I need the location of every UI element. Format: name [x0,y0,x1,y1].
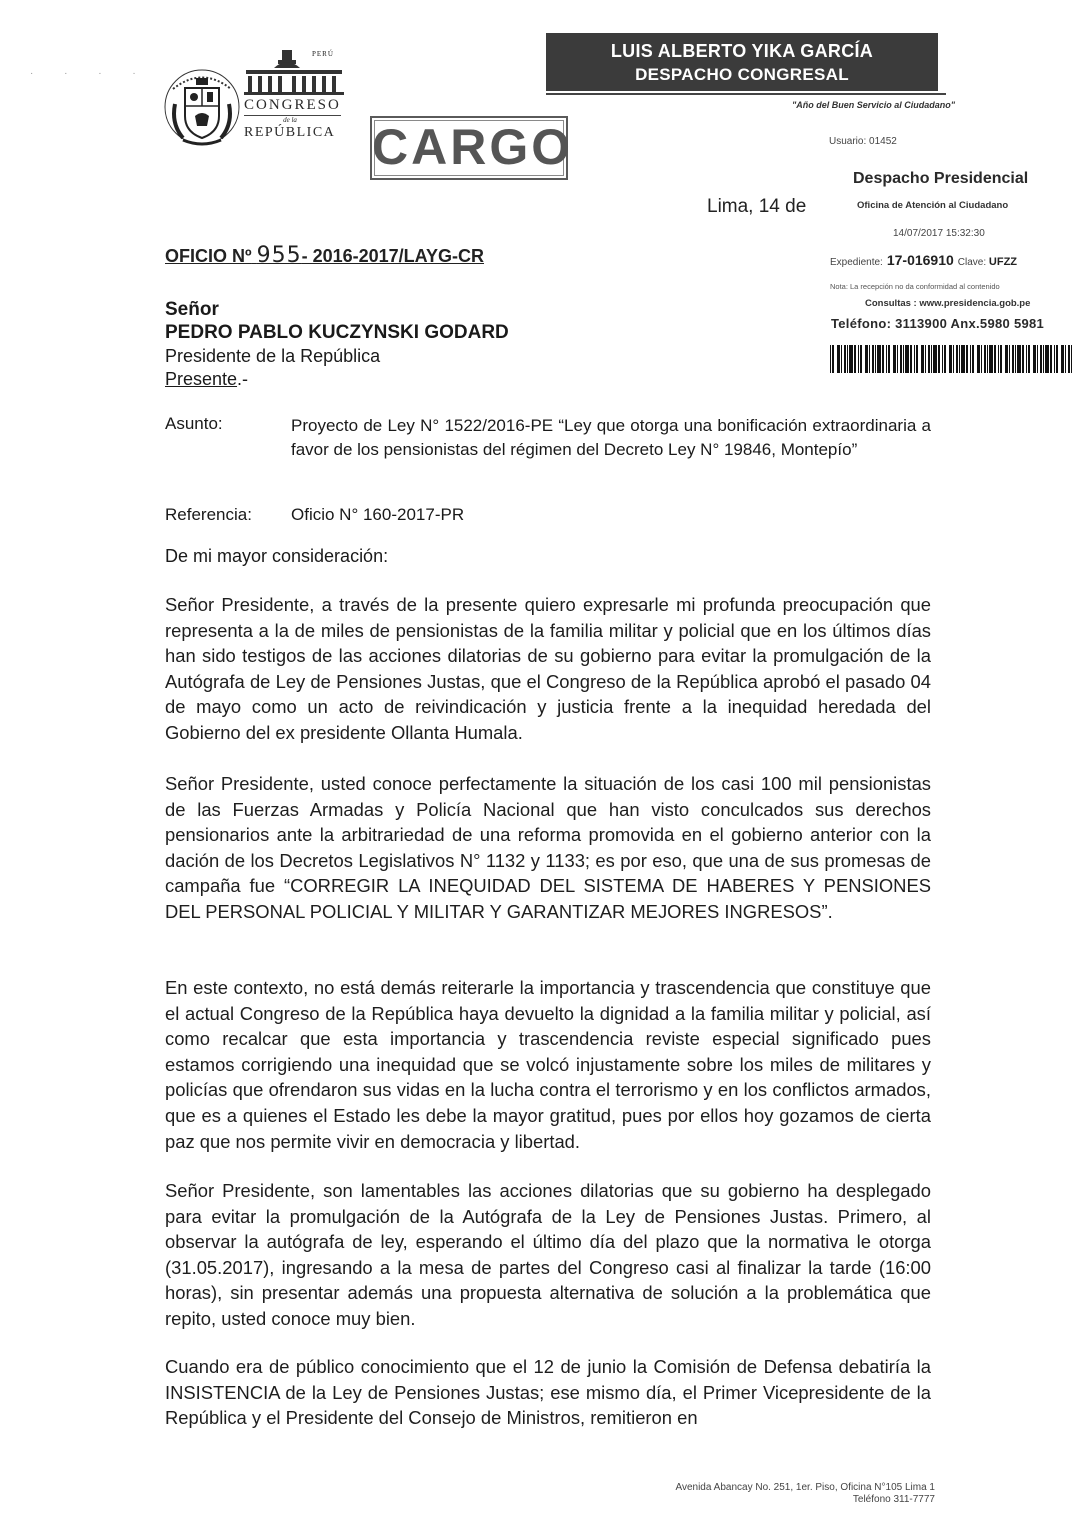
body-paragraph: Señor Presidente, usted conoce perfectamente la situación de los casi 100 mil pensionistas de las Fuerzas Armadas y Policía Nacional que han visto conculcados sus derechos pensionarios ante la arbitrariedad de una reforma promovida en el gobierno anterior con la dación de los Decretos Legislativos N° 1132 y 1133; es por eso, que una de sus promesas de campaña fue “CORREGIR LA INEQUIDAD DEL SISTEMA DE HABERES Y PENSIONES DEL PERSONAL POLICIAL Y MILITAR Y GARANTIZAR MEJORES INGRESOS”. [165,773,931,922]
barcode-bar [1068,345,1070,373]
asunto-label: Asunto: [165,414,223,433]
body-paragraph: Cuando era de público conocimiento que el 12 de junio la Comisión de Defensa debatiría la INSISTENCIA de la Ley de Pensiones Justas; ese mismo día, el Primer Vicepresidente de la República y el Presidente del Consejo de Ministros, remitieron en [165,1356,931,1429]
cargo-stamp: CARGO [370,116,568,180]
banner-rule [546,93,946,95]
barcode-bar [886,345,887,373]
barcode-bar [858,345,859,373]
barcode-bar [893,345,896,373]
footer-line-1: Avenida Abancay No. 251, 1er. Piso, Oficina N°105 Lima 1 [675,1482,935,1493]
asunto-text: Proyecto de Ley N° 1522/2016-PE “Ley que otorga una bonificación extraordinaria a favor de los pensionistas del régimen del Decreto Ley N° 19846, Montepío” [291,416,931,459]
barcode-bar [1040,345,1042,373]
clave-label: Clave: [957,257,987,268]
logo-congreso: CONGRESO [244,97,341,116]
barcode-bar [865,345,868,373]
barcode-bar [897,345,898,373]
barcode-bar [903,345,904,373]
presente [165,369,248,390]
footer-line-2: Teléfono 311-7777 [852,1494,935,1505]
barcode-bar [849,345,853,373]
banner-name: LUIS ALBERTO YIKA GARCÍA [610,41,874,61]
stamp-expediente [830,252,1017,268]
logo-de-la: de la [283,116,297,124]
barcode-bar [1065,345,1066,373]
barcode-bar [1033,345,1036,373]
referencia-label: Referencia: [165,505,252,524]
barcode-bar [928,345,930,373]
barcode-bar [832,345,834,373]
barcode-bar [944,345,946,373]
body-paragraph: Señor Presidente, son lamentables las acciones dilatorias que su gobierno ha desplegado para evitar la promulgación de la Autógrafa de la Ley de Pensiones Justas. Primero, al observar la autógrafa de ley, esperando el último día del plazo que la normativa le otorga (31.05.2017), ingresando a la mesa de partes del Congreso casi al finalizar la tarde (16:00 horas), sin presentar además una propuesta alternativa de solución a la problemática que repito, usted conoce muy bien. [165,1180,931,1329]
barcode-bar [875,345,876,373]
barcode-bar [989,345,993,373]
barcode-bar [1000,345,1002,373]
barcode-bar [998,345,999,373]
barcode-bar [1005,345,1008,373]
barcode-bar [972,345,974,373]
barcode-bar [841,345,842,373]
barcode-bar [1009,345,1010,373]
barcode-bar [847,345,848,373]
barcode-bar [961,345,965,373]
barcode-bar [1028,345,1030,373]
barcode-bar [938,345,940,373]
stamp-oficina: Oficina de Atención al Ciudadano [857,200,1009,211]
barcode-bar [1043,345,1044,373]
barcode-bar [877,345,881,373]
congreso-text [244,96,354,141]
addressee-name: PEDRO PABLO KUCZYNSKI GODARD [165,322,509,343]
expediente-label: Expediente: [830,257,883,268]
presente-suffix: .- [237,369,249,389]
body-paragraph: En este contexto, no está demás reiterarle la importancia y trascendencia que constituye que el actual Congreso de la República haya devuelto la dignidad a la familia militar y policial, así como recalcar que esta importancia y trascendencia reviste especial significado pues estamos corrigiendo una inequidad que se volcó injustamente sobre los miles de militares y policías que ofrendaron sus vidas en la lucha contra el terrorismo y en los conflictos armados, que es a quienes el Estado les debe la mayor gratitud, pues por ellos hoy gozamos de cierta paz que nos permite vivir en democracia y libertad. [165,977,931,1152]
barcode-bar [984,345,986,373]
barcode-bar [844,345,846,373]
barcode-bar [925,345,926,373]
barcode-bar [837,345,840,373]
barcode-bar [830,345,831,373]
barcode-bar [970,345,971,373]
barcode-bar [1050,345,1052,373]
barcode-bar [949,345,952,373]
stamp-despacho: Despacho Presidencial [853,170,1029,187]
clave-value: UFZZ [988,256,1018,268]
footer-address [600,1482,935,1506]
barcode-bar [956,345,958,373]
barcode-bar [1012,345,1014,373]
oficio-prefix: OFICIO Nº [165,246,252,266]
barcode-bar [953,345,954,373]
barcode-bar [916,345,918,373]
scan-specks: · · · · [30,68,150,79]
peru-coat-of-arms-icon [163,64,241,150]
barcode-bar [1015,345,1016,373]
barcode-bar [1037,345,1038,373]
referencia-text: Oficio N° 160-2017-PR [291,505,465,524]
barcode-bar [966,345,968,373]
year-motto: "Año del Buen Servicio al Ciudadano" [791,100,955,110]
barcode-bar [1017,345,1021,373]
barcode-bar [1071,345,1072,373]
logo-republica: REPÚBLICA [244,125,336,140]
barcode-bar [959,345,960,373]
barcode-bar [888,345,890,373]
barcode-bar [914,345,915,373]
barcode-bar [981,345,982,373]
stamp-telefono: Teléfono: 3113900 Anx.5980 5981 [831,316,1045,331]
congreso-logo [238,44,350,144]
barcode-bar [882,345,884,373]
barcode-bar [1061,345,1064,373]
barcode-bar [931,345,932,373]
oficio-handwritten-number: 955 [256,243,302,268]
barcode-bar [977,345,980,373]
barcode-bar [910,345,912,373]
barcode-bar [994,345,996,373]
barcode-bar [854,345,856,373]
presente-word: Presente [165,369,238,389]
barcode-icon [830,345,1074,373]
despacho-banner [546,33,938,91]
oficio-suffix: - 2016-2017/LAYG-CR [301,246,485,266]
greeting: De mi mayor consideración: [165,546,389,566]
stamp-nota: Nota: La recepción no da conformidad al contenido [830,282,1000,291]
addressee-title: Presidente de la República [165,346,381,366]
barcode-bar [942,345,943,373]
letter-date: Lima, 14 de [707,196,807,217]
barcode-bar [1022,345,1024,373]
salutation-senor: Señor [165,299,219,320]
stamp-consultas: Consultas : www.presidencia.gob.pe [865,298,1031,309]
barcode-bar [900,345,902,373]
logo-peru-small: PERÚ [312,50,334,58]
barcode-bar [905,345,909,373]
barcode-bar [933,345,937,373]
barcode-bar [1045,345,1049,373]
oficio-number [165,243,484,268]
expediente-number: 17-016910 [886,252,954,268]
stamp-usuario: Usuario: 01452 [829,136,897,147]
body-paragraph: Señor Presidente, a través de la presente quiero expresarle mi profunda preocupación que representa a la de miles de pensionistas de la familia militar y policial que en los últimos días han sido testigos de las acciones dilatorias de su gobierno para evitar la promulgación de la Autógrafa de Ley de Pensiones Justas, que el Congreso de la República aprobó el pasado 04 de mayo como un acto de reivindicación y justicia frente a la inequidad heredada del Gobierno del ex presidente Ollanta Humala. [165,594,931,743]
barcode-bar [872,345,874,373]
barcode-bar [1054,345,1055,373]
barcode-bar [921,345,924,373]
stamp-fecha: 14/07/2017 15:32:30 [893,228,985,239]
barcode-bar [860,345,862,373]
barcode-bar [987,345,988,373]
barcode-bar [1056,345,1058,373]
barcode-bar [869,345,870,373]
banner-office: DESPACHO CONGRESAL [635,65,849,84]
barcode-bar [1026,345,1027,373]
